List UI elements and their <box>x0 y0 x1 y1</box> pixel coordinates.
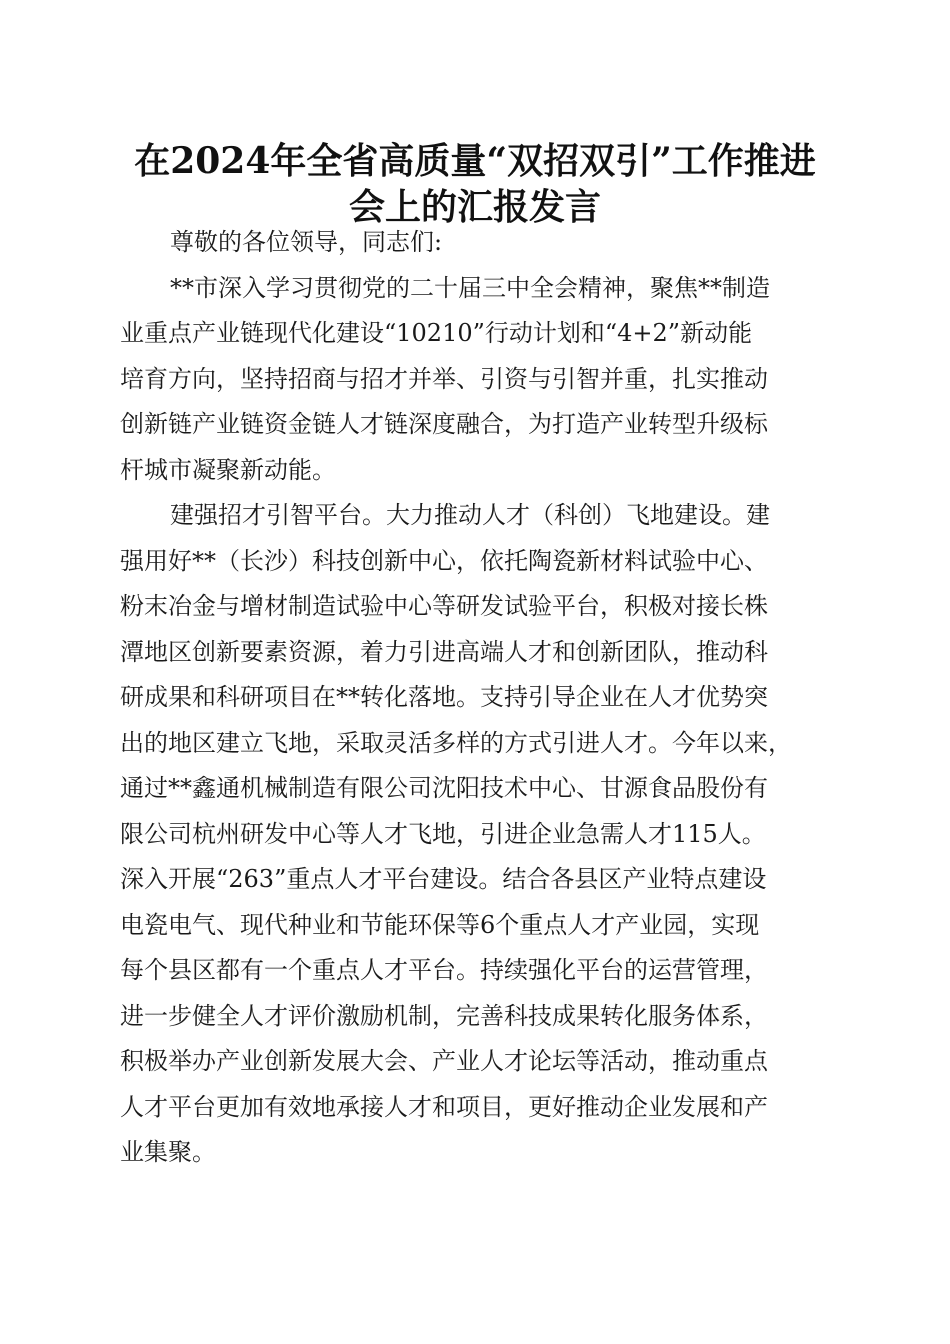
paragraph-line: 建强招才引智平台。大力推动人才（科创）飞地建设。建 <box>170 501 770 529</box>
paragraph-line: 每个县区都有一个重点人才平台。持续强化平台的运营管理， <box>120 956 768 984</box>
paragraph-line: 创新链产业链资金链人才链深度融合，为打造产业转型升级标 <box>120 410 768 438</box>
paragraph-line: 限公司杭州研发中心等人才飞地，引进企业急需人才115人。 <box>120 819 766 848</box>
paragraph-line: 研成果和科研项目在**转化落地。支持引导企业在人才优势突 <box>120 683 768 711</box>
paragraph-intro <box>120 266 830 494</box>
paragraph-line: **市深入学习贯彻党的二十届三中全会精神，聚焦**制造 <box>170 273 770 302</box>
paragraph-line: 人才平台更加有效地承接人才和项目，更好推动企业发展和产 <box>120 1092 768 1121</box>
document-body <box>120 220 830 1176</box>
paragraph-line: 潭地区创新要素资源，着力引进高端人才和创新团队，推动科 <box>120 637 768 666</box>
title-line-2: 会上的汇报发言 <box>348 186 601 228</box>
paragraph-talent-platform <box>120 493 830 1176</box>
document-title <box>110 138 840 230</box>
paragraph-line: 进一步健全人才评价激励机制，完善科技成果转化服务体系， <box>120 1001 768 1030</box>
paragraph-line: 业集聚。 <box>120 1138 216 1166</box>
paragraph-line: 积极举办产业创新发展大会、产业人才论坛等活动，推动重点 <box>120 1047 768 1075</box>
paragraph-line: 通过**鑫通机械制造有限公司沈阳技术中心、甘源食品股份有 <box>120 774 768 802</box>
paragraph-line: 粉末冶金与增材制造试验中心等研发试验平台，积极对接长株 <box>120 592 768 620</box>
paragraph-line: 强用好**（长沙）科技创新中心，依托陶瓷新材料试验中心、 <box>120 546 768 575</box>
paragraph-line: 出的地区建立飞地，采取灵活多样的方式引进人才。今年以来， <box>120 728 792 757</box>
title-line-1: 在2024年全省高质量“双招双引”工作推进 <box>134 140 816 182</box>
paragraph-line: 深入开展“263”重点人才平台建设。结合各县区产业特点建设 <box>120 865 767 893</box>
paragraph-line: 电瓷电气、现代种业和节能环保等6个重点人才产业园，实现 <box>120 910 760 939</box>
paragraph-line: 杆城市凝聚新动能。 <box>120 455 336 484</box>
paragraph-line: 业重点产业链现代化建设“10210”行动计划和“4+2”新动能 <box>120 319 753 347</box>
salutation-text: 尊敬的各位领导，同志们: <box>170 228 443 256</box>
salutation <box>120 220 830 266</box>
paragraph-line: 培育方向，坚持招商与招才并举、引资与引智并重，扎实推动 <box>120 364 768 393</box>
